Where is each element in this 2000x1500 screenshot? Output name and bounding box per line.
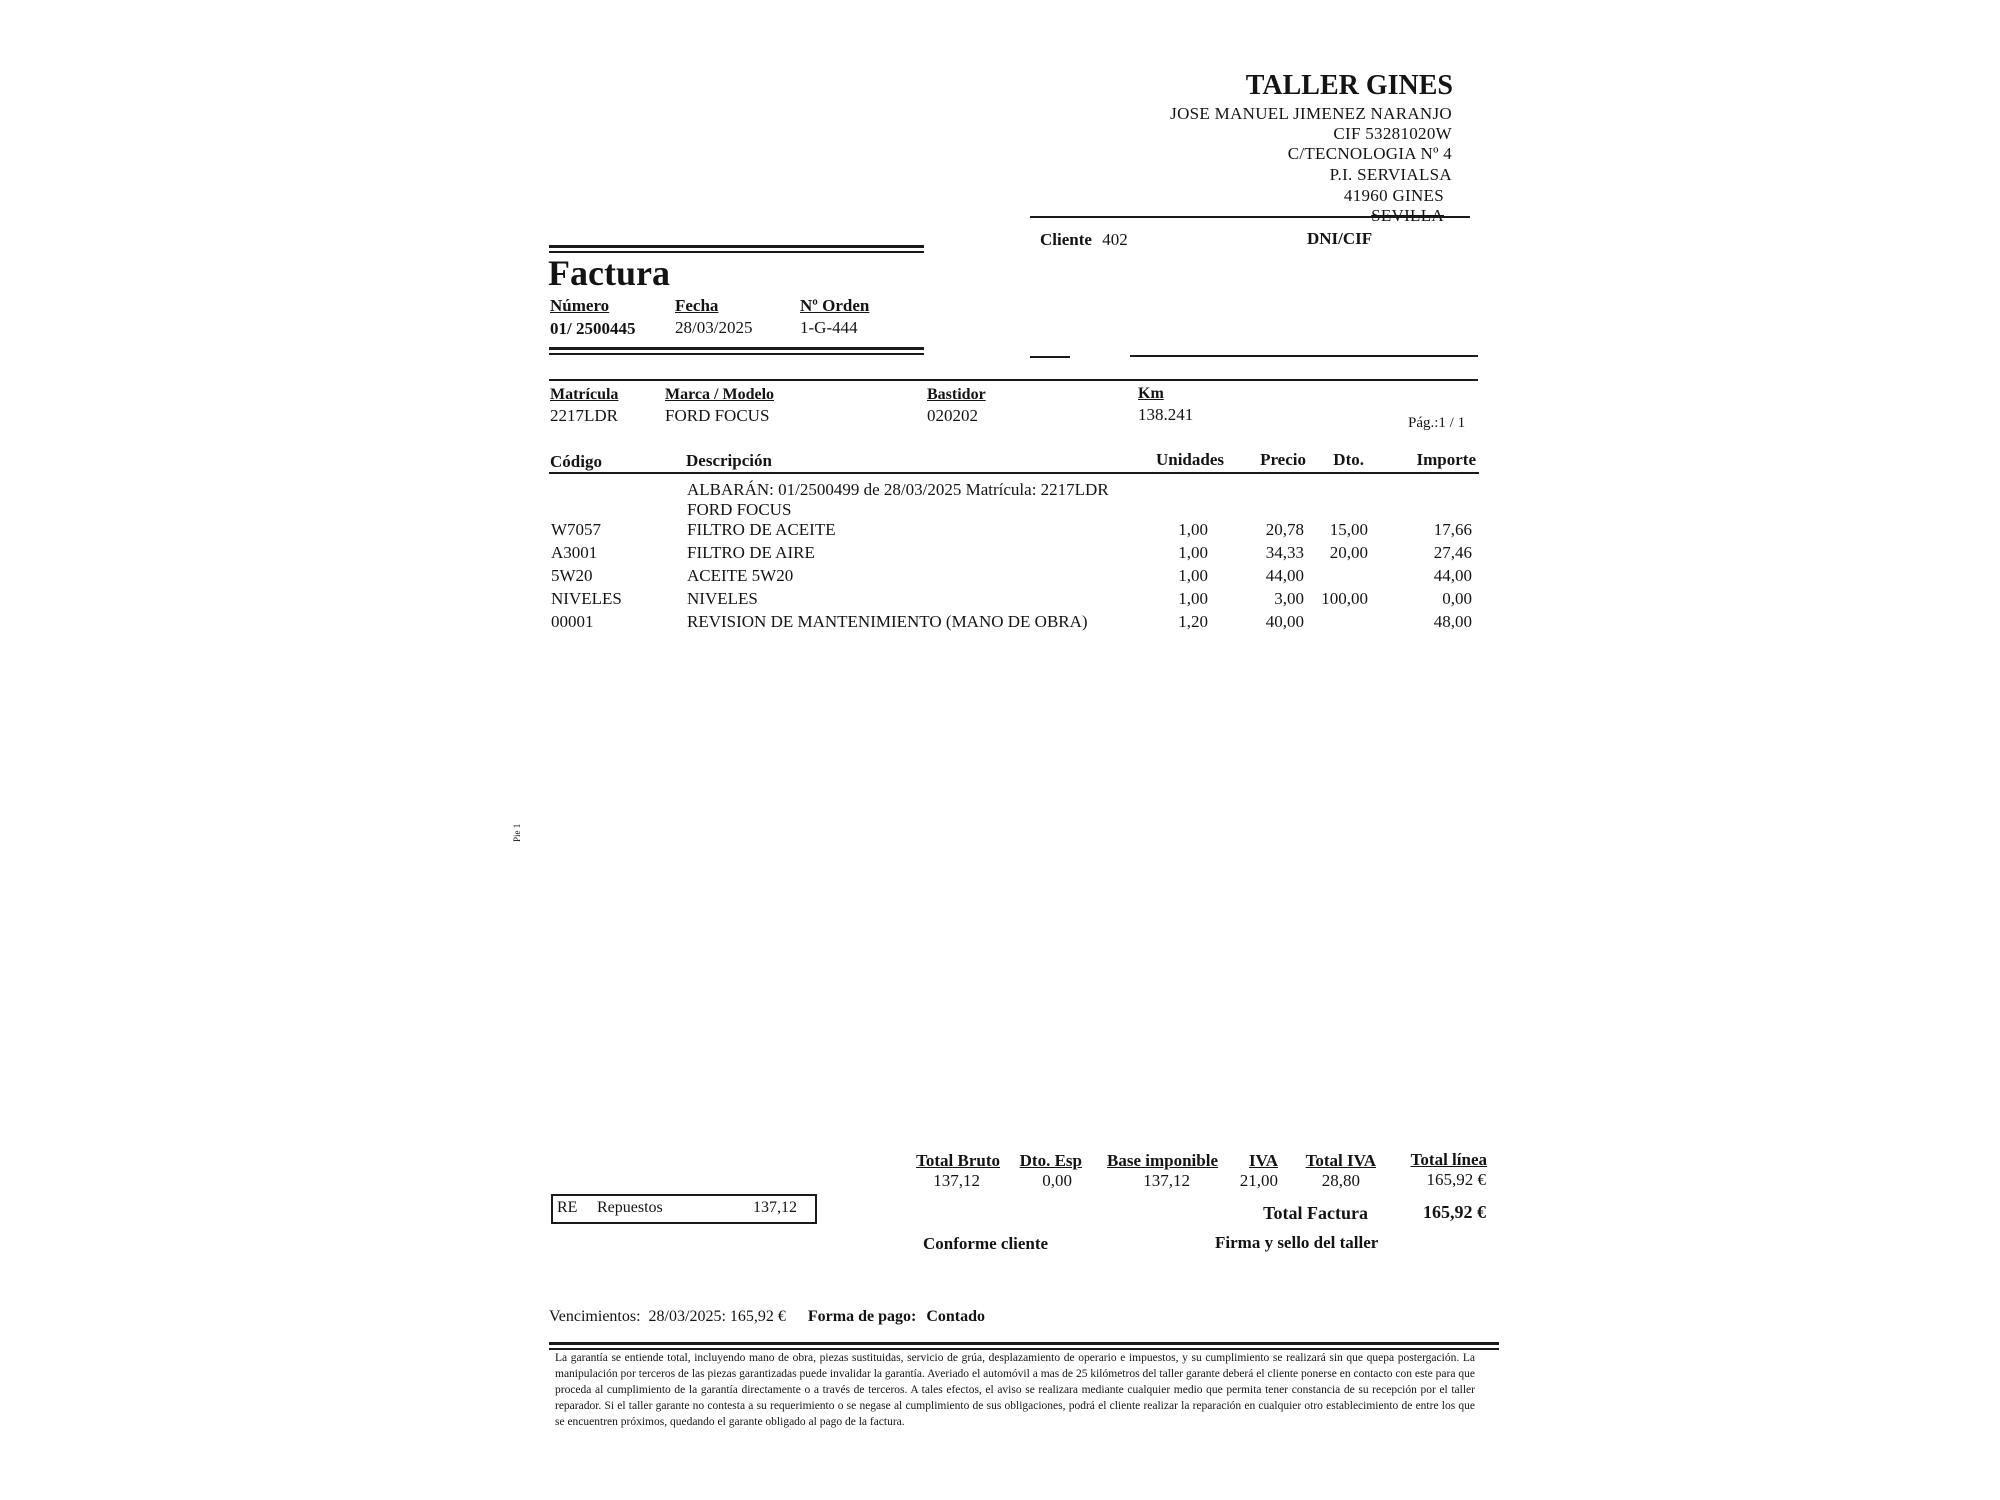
- company-owner: JOSE MANUEL JIMENEZ NARANJO: [1170, 104, 1452, 123]
- total-gross-label: Total Bruto: [916, 1151, 1000, 1170]
- document-title: Factura: [548, 253, 670, 293]
- payment-line: [549, 1308, 985, 1326]
- item-description: FILTRO DE ACEITE: [687, 520, 836, 539]
- km-value: 138.241: [1138, 405, 1194, 424]
- model-label: Marca / Modelo: [665, 386, 775, 403]
- client-signature-label: Conforme cliente: [923, 1234, 1049, 1253]
- footer-rule: [549, 1342, 1499, 1345]
- page-side-mark: Pie 1: [512, 823, 522, 842]
- item-amount: 0,00: [1442, 589, 1472, 608]
- company-cif: CIF 53281020W: [1333, 124, 1452, 143]
- title-rule-bottom: [549, 347, 924, 350]
- dni-label: DNI/CIF: [1307, 229, 1373, 248]
- col-units-header: Unidades: [1155, 450, 1224, 469]
- vat-value: 21,00: [1239, 1171, 1278, 1190]
- payment-method-label: Forma de pago:: [807, 1308, 917, 1325]
- col-discount-header: Dto.: [1333, 450, 1364, 469]
- item-code: 00001: [551, 612, 594, 631]
- col-price-header: Precio: [1260, 450, 1306, 469]
- item-description: REVISION DE MANTENIMIENTO (MANO DE OBRA): [687, 612, 1088, 631]
- plate-label: Matrícula: [550, 386, 619, 403]
- item-description: FILTRO DE AIRE: [687, 543, 815, 562]
- due-label: Vencimientos:: [549, 1308, 641, 1325]
- vat-label: IVA: [1249, 1151, 1278, 1170]
- invoice-order: 1-G-444: [800, 318, 858, 337]
- item-code: NIVELES: [551, 589, 622, 608]
- col-description-header: Descripción: [686, 451, 772, 470]
- chassis-label: Bastidor: [927, 386, 986, 403]
- item-units: 1,00: [1178, 543, 1208, 562]
- item-code: W7057: [551, 520, 602, 539]
- item-discount: 15,00: [1329, 520, 1368, 539]
- company-name: TALLER GINES: [1245, 70, 1453, 101]
- vat-total-label: Total IVA: [1305, 1151, 1376, 1170]
- line-total-label: Total línea: [1410, 1150, 1487, 1169]
- company-postal: 41960 GINES: [1343, 186, 1444, 205]
- invoice-total-value: 165,92 €: [1423, 1202, 1486, 1222]
- parts-summary-box: [551, 1194, 817, 1224]
- company-street: C/TECNOLOGIA Nº 4: [1287, 144, 1452, 163]
- item-price: 44,00: [1265, 566, 1304, 585]
- item-amount: 48,00: [1433, 612, 1472, 631]
- item-amount: 27,46: [1433, 543, 1472, 562]
- parts-label: Repuestos: [597, 1199, 663, 1216]
- invoice-number: 01/ 2500445: [550, 319, 636, 338]
- delivery-note-model: FORD FOCUS: [687, 500, 792, 519]
- special-discount-value: 0,00: [1042, 1171, 1072, 1190]
- tax-base-value: 137,12: [1143, 1171, 1190, 1190]
- km-label: Km: [1138, 385, 1164, 402]
- model-value: FORD FOCUS: [665, 406, 770, 425]
- total-gross-value: 137,12: [933, 1171, 980, 1190]
- special-discount-label: Dto. Esp: [1019, 1151, 1082, 1170]
- item-units: 1,00: [1178, 589, 1208, 608]
- item-units: 1,00: [1178, 520, 1208, 539]
- item-amount: 17,66: [1433, 520, 1472, 539]
- item-description: NIVELES: [687, 589, 758, 608]
- item-code: A3001: [551, 543, 598, 562]
- delivery-note-line: ALBARÁN: 01/2500499 de 28/03/2025 Matrícula: 2217LDR: [687, 480, 1109, 499]
- item-price: 20,78: [1265, 520, 1304, 539]
- client-block: [1040, 230, 1128, 250]
- client-number: 402: [1102, 230, 1128, 249]
- chassis-value: 020202: [927, 406, 978, 425]
- payment-method-value: Contado: [926, 1308, 986, 1325]
- item-units: 1,00: [1178, 566, 1208, 585]
- item-units: 1,20: [1178, 612, 1208, 631]
- item-price: 3,00: [1274, 589, 1304, 608]
- workshop-signature-label: Firma y sello del taller: [1215, 1233, 1379, 1252]
- page-indicator: Pág.:1 / 1: [1408, 415, 1466, 431]
- lines-header-rule: [549, 472, 1479, 474]
- parts-amount: 137,12: [753, 1199, 797, 1216]
- item-code: 5W20: [551, 566, 593, 585]
- vat-total-value: 28,80: [1321, 1171, 1360, 1190]
- item-price: 40,00: [1265, 612, 1304, 631]
- client-rule-short: [1030, 356, 1070, 358]
- line-total-value: 165,92 €: [1426, 1170, 1486, 1189]
- parts-code: RE: [557, 1199, 578, 1216]
- warranty-terms: La garantía se entiende total, incluyendo mano de obra, piezas sustituidas, servicio de grúa, desplazamiento de operario e impuestos, y su cumplimiento se realizará sin que quepa postergación. La manipulación por terceros de las piezas garantizadas puede invalidar la garantía. Averiado el automóvil a mas de 25 kilómetros del taller garante deberá el cliente ponerse en contacto con este para que proceda al cumplimiento de la garantía directamente o a través de terceros. A tales efectos, el aviso se realizara mediante cualquier medio que permita tener constancia de su recepción por el taller reparador. Si el taller garante no contesta a su requerimiento o se negase al cumplimiento de sus obligaciones, podrá el cliente realizar la reparación en cualquier otro establecimiento de entre los que se encuentren próximos, quedando el garante obligado al pago de la factura.: [555, 1352, 1475, 1428]
- company-province: SEVILLA: [1371, 206, 1444, 225]
- item-discount: 100,00: [1321, 589, 1368, 608]
- invoice-date-label: Fecha: [675, 296, 719, 315]
- tax-base-label: Base imponible: [1107, 1151, 1218, 1170]
- header-rule: [1030, 216, 1470, 218]
- client-label: Cliente: [1040, 230, 1092, 249]
- invoice-date: 28/03/2025: [675, 318, 753, 337]
- title-rule-top: [549, 245, 924, 248]
- col-code-header: Código: [550, 452, 602, 471]
- item-description: ACEITE 5W20: [687, 566, 794, 585]
- client-rule: [1130, 355, 1478, 357]
- item-price: 34,33: [1265, 543, 1304, 562]
- invoice-number-label: Número: [550, 296, 610, 315]
- item-discount: 20,00: [1329, 543, 1368, 562]
- company-estate: P.I. SERVIALSA: [1329, 165, 1452, 184]
- col-amount-header: Importe: [1416, 450, 1476, 469]
- plate-value: 2217LDR: [550, 406, 618, 425]
- item-amount: 44,00: [1433, 566, 1472, 585]
- invoice-order-label: Nº Orden: [800, 296, 870, 315]
- due-value: 28/03/2025: 165,92 €: [648, 1308, 786, 1325]
- vehicle-rule: [549, 379, 1478, 381]
- title-rule-bottom-2: [549, 353, 924, 355]
- invoice-total-label: Total Factura: [1263, 1203, 1368, 1223]
